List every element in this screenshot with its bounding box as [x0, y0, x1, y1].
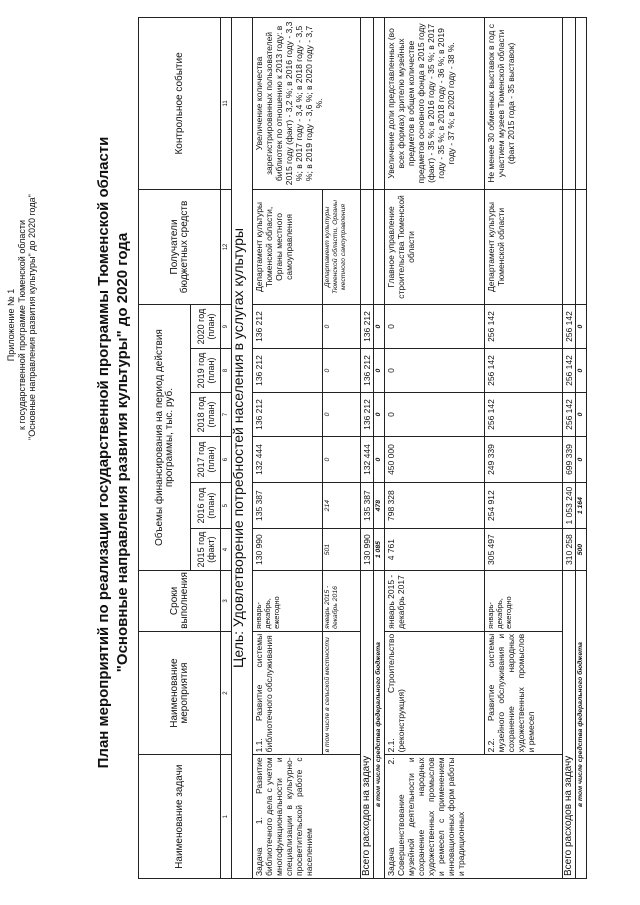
appendix-line-1: Приложение № 1 — [6, 288, 16, 362]
task2-value-2: 256 142 — [485, 305, 563, 349]
task2-terms-1: январь 2015 - декабрь 2017 — [385, 571, 485, 632]
task1-total-value: 132 444 — [361, 437, 374, 483]
task2-recipient-2: Департамент культуры Тюменской области — [485, 189, 563, 304]
task2-total-label: Всего расходов на задачу — [563, 571, 576, 879]
column-number: 1 — [221, 755, 232, 879]
column-number: 2 — [221, 631, 232, 755]
task1-fed-value: 0 — [374, 349, 385, 393]
header-control: Контрольное событие — [139, 18, 221, 190]
task2-fed-value: 500 — [576, 529, 587, 571]
task1-event: 1.1. Развитие системы библиотечного обслуживания — [253, 631, 323, 755]
task2-event-2: 2.2. Развитие системы музейного обслуживания и сохранение народных художественных промыслов и ремесел — [485, 631, 563, 755]
task2-value-1: 0 — [385, 349, 485, 393]
task1-sub-value: 214 — [323, 483, 361, 529]
task1-fed-value: 478 — [374, 483, 385, 529]
task2-control-1: Увеличение доли представленных (во всех формах) зрителю музейных предметов в общем количестве предметов основного фонда в 2015 году (факт) - 35 %; в 2016 году - 35 %; в 2017 году - 35 %; в 2018 году - 36 %; в 2019 году - 37 %; в 2020 году - 38 %. — [385, 18, 485, 190]
task2-value-1: 4 761 — [385, 529, 485, 571]
header-year: 2018 год (план) — [191, 393, 221, 437]
header-event: Наименование мероприятия — [139, 631, 221, 755]
task2-value-1: 798 328 — [385, 483, 485, 529]
task1-fed-label: в том числе средства федерального бюджета — [374, 571, 385, 879]
task2-fed-value: 0 — [576, 393, 587, 437]
task1-value: 136 212 — [253, 305, 323, 349]
task1-total-value: 136 212 — [361, 305, 374, 349]
task2-control-2: Не менее 30 обменных выставок в год с участием музеев Тюменской области (факт 2015 года - 35 выставок) — [485, 18, 563, 190]
task2-total-value: 256 142 — [563, 305, 576, 349]
task2-terms-2: январь-декабрь, ежегодно — [485, 571, 563, 632]
task2-value-2: 256 142 — [485, 393, 563, 437]
header-year: 2015 год (факт) — [191, 529, 221, 571]
task1-total-value: 135 387 — [361, 483, 374, 529]
task2-value-2: 249 339 — [485, 437, 563, 483]
task2-recipient-1: Главное управление строительства Тюменской области — [385, 189, 485, 304]
task1-fed-value: 0 — [374, 393, 385, 437]
task2-value-2: 305 497 — [485, 529, 563, 571]
task1-sub-value: 0 — [323, 393, 361, 437]
task1-sub-value: 0 — [323, 349, 361, 393]
task2-fed-value: 0 — [576, 305, 587, 349]
task1-sub-label: в том числе в сельской местности — [323, 631, 361, 755]
task1-value: 130 990 — [253, 529, 323, 571]
task2-event-1: 2.1. Строительство (реконструкция) — [385, 631, 485, 755]
header-terms: Сроки выполнения — [139, 571, 221, 632]
task1-total-value: 136 212 — [361, 393, 374, 437]
column-number: 6 — [221, 437, 232, 483]
task1-sub-value: 501 — [323, 529, 361, 571]
column-number: 12 — [221, 189, 232, 304]
task1-sub-value: 0 — [323, 437, 361, 483]
appendix-note — [6, 194, 38, 440]
task2-value-1: 0 — [385, 305, 485, 349]
column-number: 7 — [221, 393, 232, 437]
task2-total-value: 1 053 240 — [563, 483, 576, 529]
task1-sub-recipient: Департамент культуры Тюменской области, Органы местного самоуправления — [323, 189, 361, 304]
task1-recipient: Департамент культуры Тюменской области, Органы местного самоуправления — [253, 189, 323, 304]
column-number: 8 — [221, 349, 232, 393]
task2-value-1: 450 000 — [385, 437, 485, 483]
header-year: 2020 год (план) — [191, 305, 221, 349]
task2-value-1: 0 — [385, 393, 485, 437]
task2-total-value: 256 142 — [563, 393, 576, 437]
task1-control: Увеличение количества зарегистрированных пользователей библиотек по отношению к 2013 году: в 2015 году (факт) - 3,2 %; в 2016 году - 3,3 %; в 2017 году - 3,4 %; в 2018 году - 3,5 %; в 2019 году - 3,6 %; в 2020 году - 3,7 %. — [253, 18, 361, 190]
header-year: 2017 год (план) — [191, 437, 221, 483]
task1-terms: январь-декабрь, ежегодно — [253, 571, 323, 632]
task1-value: 135 387 — [253, 483, 323, 529]
task2-fed-value: 0 — [576, 437, 587, 483]
appendix-line-3: "Основные направления развития культуры" до 2020 года" — [27, 194, 37, 440]
task1-total-value: 130 990 — [361, 529, 374, 571]
column-number: 3 — [221, 571, 232, 632]
header-funding: Объемы финансирования на период действия программы, тыс. руб. — [139, 305, 191, 571]
column-number: 4 — [221, 529, 232, 571]
doc-title-line-2: "Основные направления развития культуры" до 2020 года — [114, 232, 131, 673]
task1-name: Задача 1. Развитие библиотечного дела с учетом многофункциональности и специализации в культурно-просветительской работе с населением — [253, 755, 361, 879]
task1-sub-value: 0 — [323, 305, 361, 349]
header-task: Наименование задачи — [139, 755, 221, 879]
appendix-line-2: к государственной программе Тюменской области — [16, 220, 27, 430]
task1-sub-terms: январь 2015 - декабрь 2016 — [323, 571, 361, 632]
task1-value: 136 212 — [253, 393, 323, 437]
task2-fed-label: в том числе средства федерального бюджета — [576, 571, 587, 879]
task2-value-2: 256 142 — [485, 349, 563, 393]
task1-value: 132 444 — [253, 437, 323, 483]
task1-total-label: Всего расходов на задачу — [361, 571, 374, 879]
plan-table — [138, 17, 587, 879]
task2-value-2: 254 912 — [485, 483, 563, 529]
task2-total-value: 310 258 — [563, 529, 576, 571]
header-recipients: Получатели бюджетных средств — [139, 189, 221, 304]
column-number: 5 — [221, 483, 232, 529]
task1-fed-value: 0 — [374, 305, 385, 349]
task1-fed-value: 1 085 — [374, 529, 385, 571]
task1-total-value: 136 212 — [361, 349, 374, 393]
header-year: 2019 год (план) — [191, 349, 221, 393]
task1-value: 136 212 — [253, 349, 323, 393]
task1-fed-value: 0 — [374, 437, 385, 483]
goal-row: Цель: Удовлетворение потребностей населения в услугах культуры — [232, 18, 253, 879]
task2-total-value: 699 339 — [563, 437, 576, 483]
task2-name: Задача 2. Совершенствование музейной деятельности и сохранение народных художественных промыслов и ремесел с применением инновационных форм работы и традиционных — [385, 755, 563, 879]
header-year: 2016 год (план) — [191, 483, 221, 529]
doc-title-line-1: План мероприятий по реализации государственной программы Тюменской области — [95, 136, 112, 769]
task2-fed-value: 0 — [576, 349, 587, 393]
task2-total-value: 256 142 — [563, 349, 576, 393]
column-number: 11 — [221, 18, 232, 190]
task2-fed-value: 1 164 — [576, 483, 587, 529]
column-number: 9 — [221, 305, 232, 349]
